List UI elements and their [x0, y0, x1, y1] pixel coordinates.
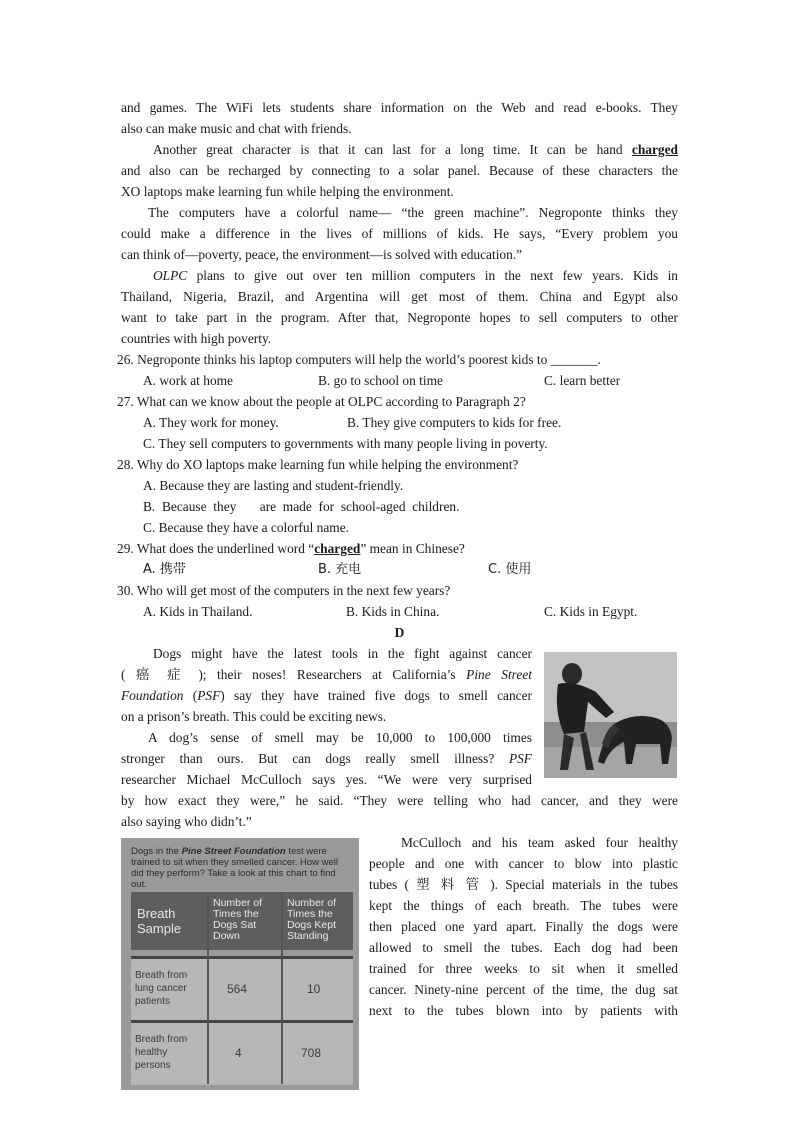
- questions-block: [117, 349, 682, 622]
- question-29-options: [117, 559, 682, 580]
- table-header-cell: Number of Times the Dogs Kept Standing: [283, 892, 353, 950]
- chart-caption: Dogs in the Pine Street Foundation test were trained to sit when they smelled cancer. How well did they perform? Take a look at this chart to find out.: [131, 846, 338, 890]
- option-c[interactable]: C. They sell computers to governments with many people living in poverty.: [143, 436, 548, 451]
- table-row: Breath from lung cancer patients 564 10: [131, 956, 353, 1021]
- paragraph-line: also saying who didn’t.”: [121, 814, 252, 829]
- dog-sniffing-photo: [544, 652, 677, 778]
- question-28-stem: 28. Why do XO laptops make learning fun while helping the environment?: [117, 457, 519, 472]
- paragraph-line: people and one with cancer to blow into plastic: [369, 856, 678, 871]
- question-30-options: [117, 601, 682, 622]
- table-divider: [207, 892, 209, 1084]
- paragraph-line: Dogs might have the latest tools in the fight against cancer: [153, 646, 532, 661]
- paragraph-line: stronger than ours. But can dogs really smell illness? PSF: [121, 751, 532, 766]
- question-27-stem: 27. What can we know about the people at OLPC according to Paragraph 2?: [117, 394, 526, 409]
- paragraph-line: next to the tubes blown into by patients with: [369, 1003, 678, 1018]
- section-d-text-right: [369, 832, 678, 1021]
- section-d-text-full: [121, 790, 678, 832]
- paragraph-line: tubes ( 塑 料 管 ). Special materials in the tubes: [369, 877, 678, 892]
- dog-test-chart-photo: [121, 838, 359, 1090]
- underlined-word-charged: charged: [631, 142, 678, 157]
- paragraph-line: can think of—poverty, peace, the environment—is solved with education.”: [121, 247, 523, 262]
- reading-c-text: [121, 97, 678, 349]
- section-heading: D: [394, 625, 405, 640]
- paragraph-line: and also can be recharged by connecting to a solar panel. Because of these characters the: [121, 163, 678, 178]
- option-a[interactable]: A. 携带: [143, 562, 186, 577]
- paragraph-line: kept the things of each breath. The tubes were: [369, 898, 678, 913]
- section-d-text-narrow: [121, 643, 532, 790]
- table-header-cell: Breath Sample: [131, 892, 207, 950]
- dog-test-table: [131, 892, 353, 1084]
- paragraph-line: cancer. Ninety-nine percent of the time, the dug sat: [369, 982, 678, 997]
- question-30-stem: 30. Who will get most of the computers in the next few years?: [117, 583, 451, 598]
- option-a[interactable]: A. Because they are lasting and student-friendly.: [143, 478, 404, 493]
- option-c[interactable]: C. Kids in Egypt.: [544, 604, 638, 619]
- paragraph-line: want to take part in the program. After that, Negroponte hopes to sell computers to other: [121, 310, 678, 325]
- paragraph-line: by how exact they were,” he said. “They were telling who had cancer, and they were: [121, 793, 678, 808]
- option-c[interactable]: C. Because they have a colorful name.: [143, 520, 349, 535]
- paragraph-line: McCulloch and his team asked four healthy: [401, 835, 678, 850]
- option-a[interactable]: A. work at home: [143, 373, 233, 388]
- option-b[interactable]: B. go to school on time: [318, 373, 443, 388]
- paragraph-line: could make a difference in the lives of millions of kids. He says, “Every problem you: [121, 226, 678, 241]
- underlined-word-charged: charged: [314, 541, 361, 556]
- paragraph-line: also can make music and chat with friends.: [121, 121, 352, 136]
- paragraph-line: and games. The WiFi lets students share information on the Web and read e-books. They: [121, 100, 678, 115]
- paragraph-line: trained for three weeks to sit when it smelled: [369, 961, 678, 976]
- paragraph-line: XO laptops make learning fun while helping the environment.: [121, 184, 454, 199]
- paragraph-line: then placed one yard apart. Finally the dogs were: [369, 919, 678, 934]
- paragraph-2-line-1: Another great character is that it can last for a long time. It can be hand charged: [153, 142, 678, 157]
- table-divider: [281, 892, 283, 1084]
- option-a[interactable]: A. They work for money.: [143, 415, 279, 430]
- table-row: Breath from healthy persons 4 708: [131, 1020, 353, 1085]
- option-b[interactable]: B. Because they are made for school-aged children.: [143, 499, 460, 514]
- question-26-stem: 26. Negroponte thinks his laptop computers will help the world’s poorest kids to _______.: [117, 352, 601, 367]
- paragraph-line: ( 癌 症 ); their noses! Researchers at California’s Pine Street: [121, 667, 532, 682]
- question-29-stem: 29. What does the underlined word “charged” mean in Chinese?: [117, 541, 465, 556]
- option-b[interactable]: B. They give computers to kids for free.: [347, 415, 562, 430]
- question-26-options: [117, 370, 682, 391]
- option-b[interactable]: B. 充电: [318, 562, 362, 577]
- paragraph-line: on a prison’s breath. This could be exciting news.: [121, 709, 387, 724]
- paragraph-line: The computers have a colorful name— “the green machine”. Negroponte thinks they: [148, 205, 678, 220]
- option-c[interactable]: C. 使用: [488, 562, 532, 577]
- paragraph-line: countries with high poverty.: [121, 331, 272, 346]
- question-27-option-c-line: [117, 433, 682, 454]
- option-a[interactable]: A. Kids in Thailand.: [143, 604, 253, 619]
- paragraph-line: allowed to smell the tubes. Each dog had been: [369, 940, 678, 955]
- paragraph-line: Thailand, Nigeria, Brazil, and Argentina will get most of them. China and Egypt also: [121, 289, 678, 304]
- table-header-cell: Number of Times the Dogs Sat Down: [209, 892, 281, 950]
- dog-photo-illustration: [544, 652, 677, 778]
- option-c[interactable]: C. learn better: [544, 373, 621, 388]
- paragraph-line: A dog’s sense of smell may be 10,000 to 100,000 times: [148, 730, 532, 745]
- paragraph-4-line-1: OLPC plans to give out over ten million computers in the next few years. Kids in: [153, 268, 678, 283]
- paragraph-line: researcher Michael McCulloch says yes. “We were very surprised: [121, 772, 532, 787]
- question-27-options: [117, 412, 682, 433]
- paragraph-line: Foundation (PSF) say they have trained five dogs to smell cancer: [121, 688, 532, 703]
- option-b[interactable]: B. Kids in China.: [346, 604, 440, 619]
